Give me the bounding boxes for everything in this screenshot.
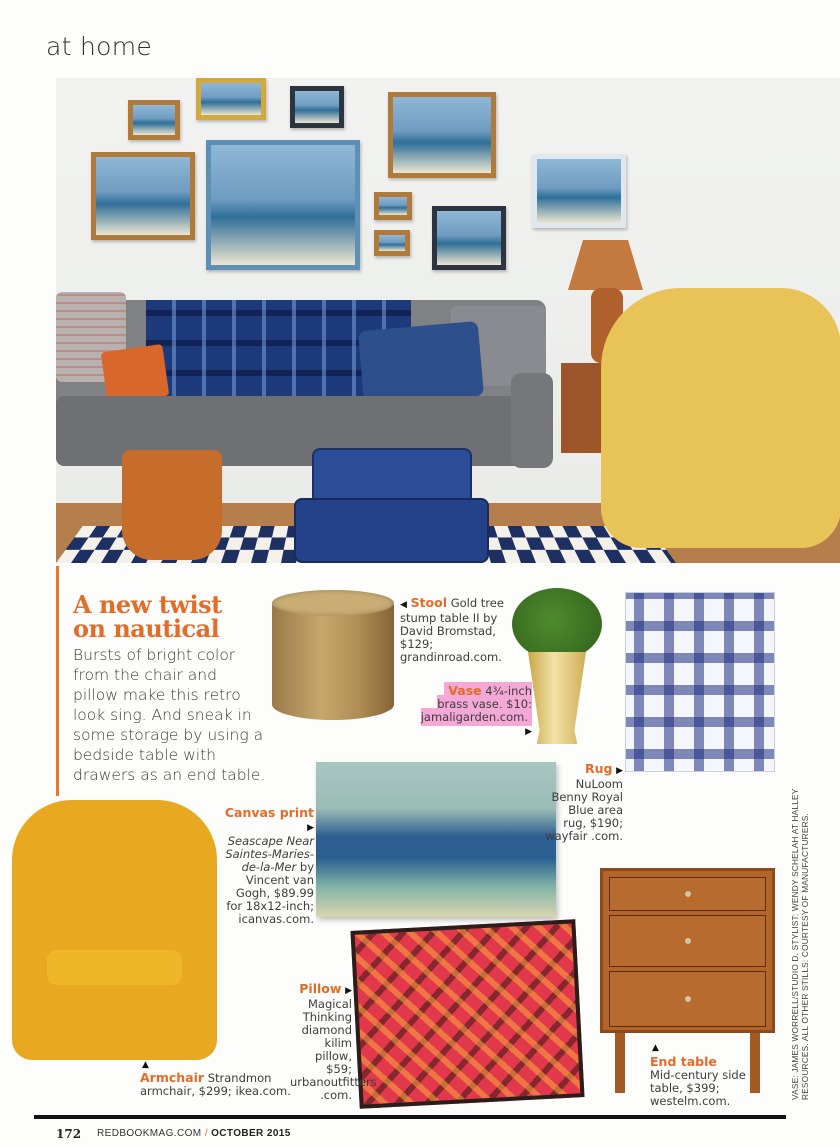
caption-vase bbox=[414, 684, 532, 739]
blue-suitcase bbox=[294, 498, 489, 563]
page-number: 172 bbox=[56, 1127, 82, 1141]
headline bbox=[73, 590, 266, 643]
framed-painting bbox=[91, 152, 195, 240]
framed-painting bbox=[374, 192, 412, 220]
caption-desc: 4¾-inch brass vase, $10; jamaligarden.com. bbox=[420, 684, 532, 724]
drawer bbox=[609, 877, 766, 911]
pointer-right-icon: ▶ bbox=[616, 766, 623, 776]
caption-name: Vase bbox=[448, 683, 482, 698]
separator: / bbox=[204, 1128, 208, 1139]
pointer-up-icon: ▲ bbox=[142, 1060, 149, 1070]
framed-painting bbox=[206, 140, 360, 270]
knob bbox=[685, 938, 691, 944]
kilim-pillow-image bbox=[350, 919, 584, 1109]
pointer-up-icon: ▲ bbox=[652, 1043, 659, 1053]
navy-pillow bbox=[358, 321, 484, 406]
drawer bbox=[609, 915, 766, 967]
brass-vase-image bbox=[528, 652, 586, 744]
artwork-title: Seascape Near Saintes-Maries-de-la-Mer bbox=[225, 834, 314, 874]
caption-armchair bbox=[140, 1060, 320, 1098]
caption-desc: Gold tree stump table II by David Bromstad, $129; grandinroad.com. bbox=[400, 596, 504, 664]
knob bbox=[685, 996, 691, 1002]
framed-painting bbox=[290, 86, 344, 128]
caption-end-table bbox=[650, 1043, 750, 1108]
framed-painting bbox=[532, 154, 626, 228]
headline-line-1: A new twist bbox=[73, 590, 222, 619]
headline-line-2: on nautical bbox=[73, 614, 220, 643]
caption-name: End table bbox=[650, 1054, 717, 1069]
caption-stool bbox=[400, 596, 510, 664]
caption-name: Armchair bbox=[140, 1070, 205, 1085]
framed-painting bbox=[128, 100, 180, 140]
caption-desc: Mid-century side table, $399; westelm.com. bbox=[650, 1068, 746, 1108]
stump-table bbox=[122, 450, 222, 560]
caption-name: Canvas print bbox=[224, 805, 314, 820]
caption-name: Stool bbox=[410, 595, 448, 610]
caption-desc: Strandmon armchair, $299; ikea.com. bbox=[140, 1071, 291, 1098]
framed-painting bbox=[196, 78, 266, 120]
caption-desc: NuLoom Benny Royal Blue area rug, $190; wayfair .com. bbox=[545, 777, 623, 843]
sofa-arm bbox=[511, 373, 553, 468]
issue-date: OCTOBER 2015 bbox=[211, 1128, 291, 1139]
drawer bbox=[609, 971, 766, 1027]
stool-image bbox=[272, 590, 394, 720]
caption-desc: by Vincent van Gogh, $89.99 for 18x12-inch; icanvas.com. bbox=[226, 860, 314, 926]
pointer-right-icon: ▶ bbox=[525, 727, 532, 737]
footer-text bbox=[97, 1128, 291, 1139]
framed-painting bbox=[374, 230, 410, 256]
caption-name: Pillow bbox=[299, 981, 342, 996]
caption-desc: Magical Thinking diamond kilim pillow, $59; urbanoutfitters .com. bbox=[290, 997, 377, 1102]
photo-credit: VASE: JAMES WORRELL/STUDIO D. STYLIST: WENDY SCHELAH AT HALLEY RESOURCES. ALL OTHER STILLS: COURTESY OF MANUFACTURERS. bbox=[790, 788, 810, 1100]
framed-painting bbox=[388, 92, 496, 178]
intro-text-block bbox=[56, 566, 266, 796]
end-table-image bbox=[600, 868, 775, 1033]
pointer-left-icon: ◀ bbox=[400, 600, 407, 610]
caption-rug bbox=[545, 762, 623, 843]
section-title: at home bbox=[46, 32, 153, 61]
pointer-right-icon: ▶ bbox=[307, 823, 314, 833]
caption-name: Rug bbox=[584, 761, 613, 776]
hero-room-photo bbox=[56, 78, 840, 563]
canvas-print-image bbox=[316, 762, 556, 917]
framed-painting bbox=[432, 206, 506, 270]
armchair-image bbox=[12, 800, 217, 1060]
plaid-rug-image bbox=[625, 592, 775, 772]
pointer-right-icon: ▶ bbox=[345, 986, 352, 996]
body-text: Bursts of bright color from the chair and pillow make this retro look sing. And sneak in some storage by using a bedside table with drawers as an end table. bbox=[73, 646, 266, 784]
boxwood-plant-image bbox=[512, 588, 602, 660]
footer-rule bbox=[34, 1115, 786, 1119]
caption-canvas-print bbox=[224, 806, 314, 926]
yellow-wingback-chair bbox=[601, 288, 840, 548]
site-name: REDBOOKMAG.COM bbox=[97, 1128, 202, 1139]
knob bbox=[685, 891, 691, 897]
highlight-box bbox=[421, 682, 532, 726]
